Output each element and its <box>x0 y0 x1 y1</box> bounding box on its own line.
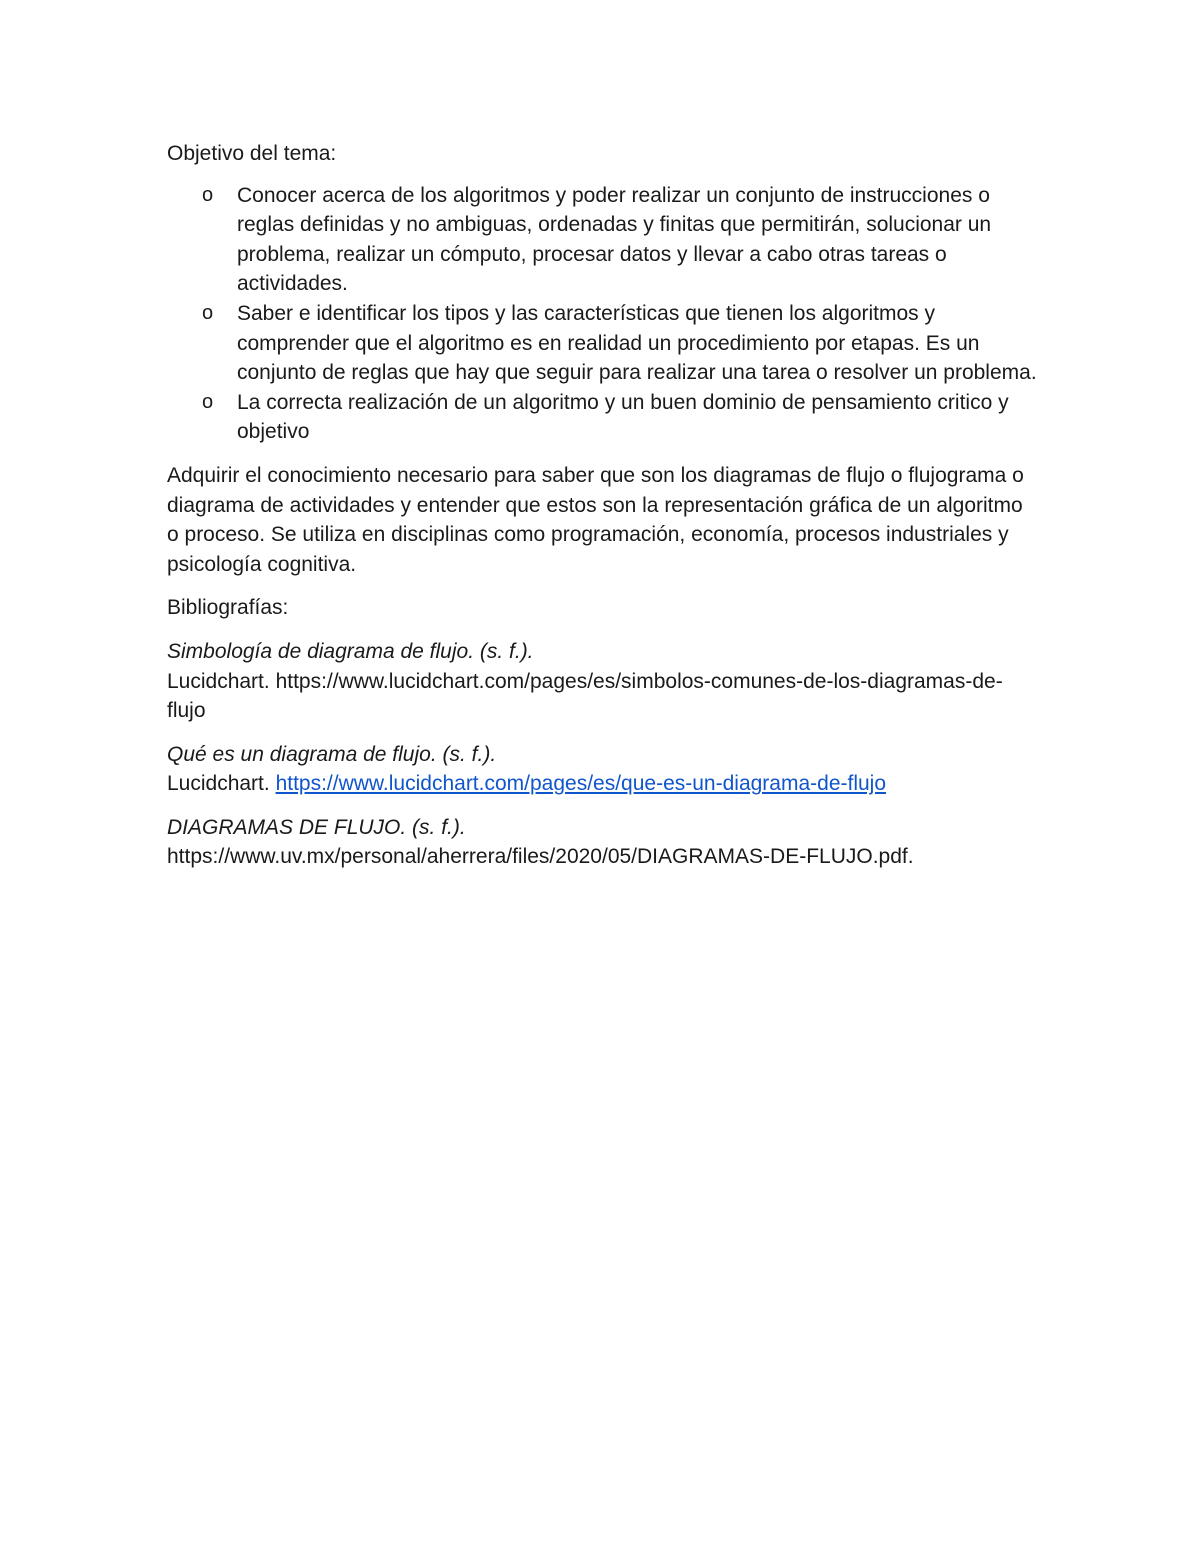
objective-item <box>167 388 1037 447</box>
bullet-icon: o <box>202 183 214 206</box>
reference-title: Simbología de diagrama de flujo. (s. f.). <box>167 639 534 663</box>
bibliography-heading: Bibliografías: <box>167 596 289 620</box>
description-paragraph: Adquirir el conocimiento necesario para saber que son los diagramas de flujo o flujograma o diagrama de actividades y entender que estos son la representación gráfica de un algoritmo o proceso. Se utiliza en disciplinas como programación, economía, procesos industriales y psicología cognitiva. <box>167 463 1024 576</box>
objectives-list <box>167 181 1037 447</box>
reference-url: https://www.uv.mx/personal/aherrera/files/2020/05/DIAGRAMAS-DE-FLUJO.pdf. <box>167 845 914 869</box>
bullet-icon: o <box>202 301 214 324</box>
bullet-icon: o <box>202 390 214 413</box>
reference-title: DIAGRAMAS DE FLUJO. (s. f.). <box>167 815 466 839</box>
reference-entry <box>167 813 1037 872</box>
document-body <box>167 139 1037 886</box>
objective-item <box>167 299 1037 388</box>
reference-title: Qué es un diagrama de flujo. (s. f.). <box>167 742 497 766</box>
reference-source: Lucidchart. <box>167 772 276 796</box>
objective-item <box>167 181 1037 299</box>
reference-entry <box>167 637 1037 726</box>
reference-entry <box>167 740 1037 799</box>
objective-text: Conocer acerca de los algoritmos y poder realizar un conjunto de instrucciones o reglas definidas y no ambiguas, ordenadas y finitas que permitirán, solucionar un problema, realizar un cómputo, procesar datos y llevar a cabo otras tareas o actividades. <box>237 183 992 296</box>
objective-text: La correcta realización de un algoritmo y un buen dominio de pensamiento critico y objetivo <box>237 390 1009 444</box>
reference-link[interactable]: https://www.lucidchart.com/pages/es/que-es-un-diagrama-de-flujo <box>275 772 887 796</box>
objective-text: Saber e identificar los tipos y las características que tienen los algoritmos y comprender que el algoritmo es en realidad un procedimiento por etapas. Es un conjunto de reglas que hay que seguir para realizar una tarea o resolver un problema. <box>237 301 1037 385</box>
objective-heading: Objetivo del tema: <box>167 142 337 165</box>
reference-url: https://www.lucidchart.com/pages/es/simbolos-comunes-de-los-diagramas-de-flujo <box>167 669 1003 723</box>
reference-source: Lucidchart. <box>167 669 276 693</box>
